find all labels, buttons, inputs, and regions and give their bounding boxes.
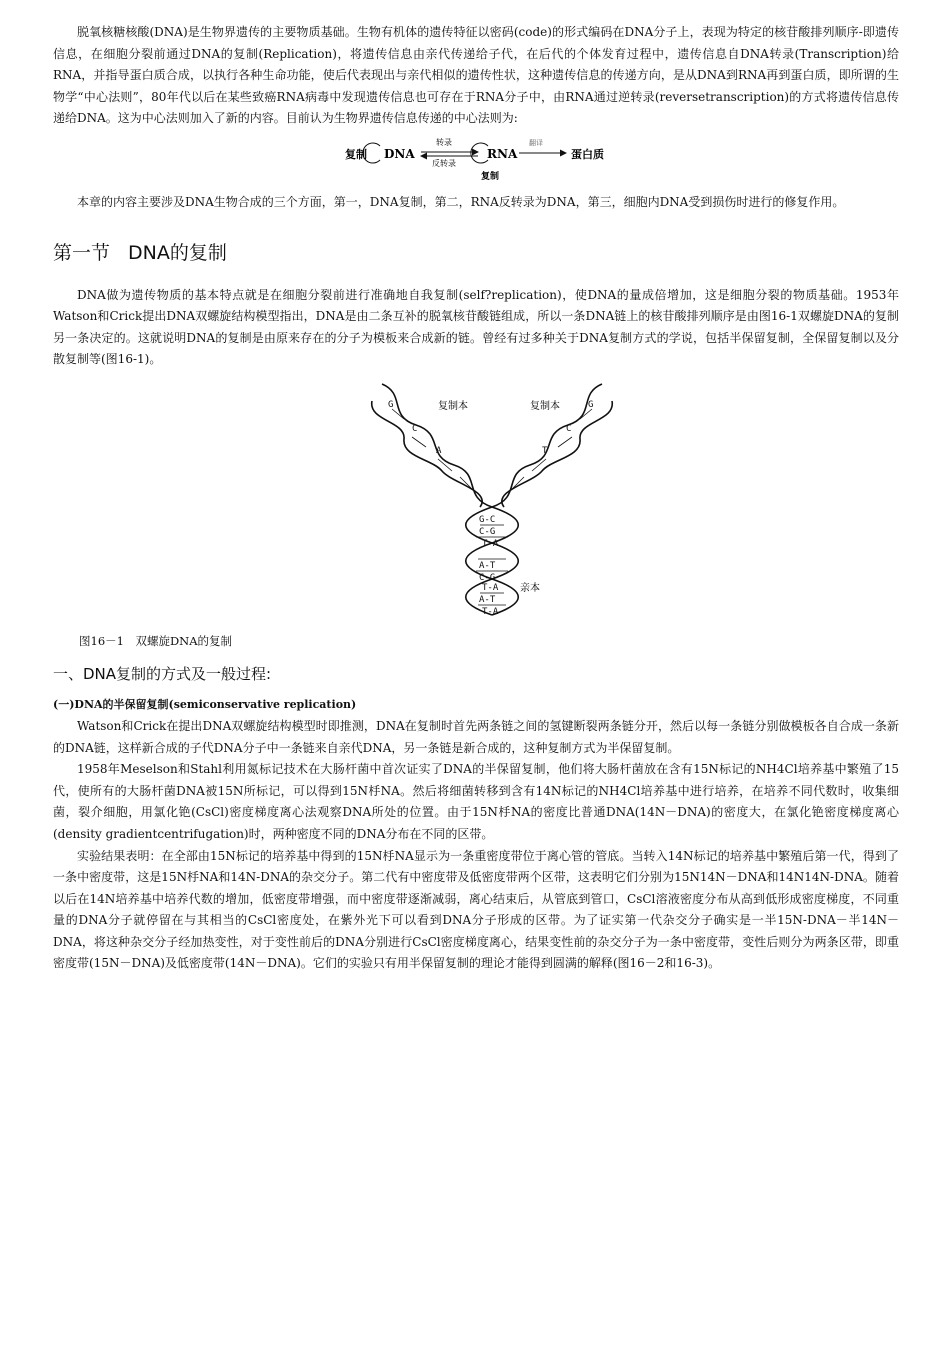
figure-caption: 图16－1 双螺旋DNA的复制 (79, 633, 233, 648)
subsection-paragraph-1: Watson和Crick在提出DNA双螺旋结构模型时即推测，DNA在复制时首先两条链之间的氢键断裂两条链分开，然后以每一条链分别做模板各自合成一条新的DNA链，这样新合成的子代DNA分子中一条链来自亲代DNA，另一条链是新合成的，这种复制方式为半保留复制。 (53, 718, 899, 755)
stem-base-pair-7: A-T (479, 594, 496, 605)
right-copy-label: 复制本 (530, 400, 560, 412)
right-arm-strand-b (502, 401, 613, 507)
dogma-translation-label: 翻译 (529, 138, 543, 147)
intro-paragraph-1: 脱氧核糖核酸(DNA)是生物界遗传的主要物质基础。生物有机体的遗传特征以密码(code)的形式编码在DNA分子上，表现为特定的核苷酸排列顺序-即遗传信息，在细胞分裂前通过DNA的复制(Replication)，将遗传信息由亲代传递给子代，在后代的个体发育过程中，遗传信息自DNA转录(Transcription)给RNA，并指导蛋白质合成，以执行各种生命功能，使后代表现出与亲代相似的遗传性状，这种遗传信息的传递方向，是从DNA到RNA再到蛋白质，即所谓的生物学“中心法则”，80年代以后在某些致癌RNA病毒中发现遗传信息也可存在于RNA分子中，由RNA通过逆转录(reversetranscription)的方式将遗传信息传递给DNA。这为中心法则加入了新的内容。目前认为生物界遗传信息传递的中心法则为: (53, 25, 899, 126)
dogma-protein-label: 蛋白质 (571, 147, 604, 161)
subsection-paragraph-2: 1958年Meselson和Stahl利用氮标记技术在大肠杆菌中首次证实了DNA的半保留复制，他们将大肠杆菌放在含有15N标记的NH4Cl培养基中繁殖了15代，使所有的大肠杆菌DNA被15N所标记，可以得到15N杽NA。然后将细菌转移到含有14N标记的NH4Cl培养基中进行培养，在培养不同代数时，收集细菌，裂介细胞，用氯化铯(CsCl)密度梯度离心法观察DNA所处的位置。由于15N杽NA的密度比普通DNA(14N－DNA)的密度大，在氯化铯密度梯度离心(density gradientcentrifugation)时，两种密度不同的DNA分布在不同的区带。 (53, 762, 899, 841)
top-base-3: A (436, 445, 442, 456)
stem-base-pair-6: T-A (482, 582, 499, 593)
dogma-dna-label: DNA (384, 146, 415, 161)
dogma-reverse-transcription-label: 反转录 (432, 158, 456, 168)
section-number: 第一节 (53, 241, 111, 264)
intro-paragraph-2: 本章的内容主要涉及DNA生物合成的三个方面，第一，DNA复制，第二，RNA反转录为DNA，第三，细胞内DNA受到损伤时进行的修复作用。 (77, 194, 845, 209)
subsection-heading: 一、DNA复制的方式及一般过程: (53, 664, 272, 683)
top-base-1: G (388, 399, 394, 410)
section-heading (53, 238, 899, 265)
stem-base-pair-8: T-A (482, 606, 499, 617)
central-dogma-diagram (53, 132, 899, 186)
dogma-replication-bottom-label: 复制 (481, 171, 500, 182)
rna-self-loop-arrow (471, 143, 488, 163)
section-paragraph-1: DNA做为遗传物质的基本特点就是在细胞分裂前进行准确地自我复制(self?replication)，使DNA的量成倍增加，这是细胞分裂的物质基础。1953年Watson和Crick提出DNA双螺旋结构模型指出，DNA是由二条互补的脱氧核苷酸链组成，所以一条DNA链上的核苷酸排列顺序是由图16-1双螺旋DNA的复制另一条决定的。这就说明DNA的复制是由原来存在的分子为模板来合成新的链。曾经有过多种关于DNA复制方式的学说，包括半保留复制，全保留复制以及分散复制等(图16-1)。 (53, 287, 899, 367)
document-page (53, 22, 899, 975)
stem-base-pair-1: G-C (479, 514, 496, 525)
top-base-2: C (412, 423, 418, 434)
top-base-4: T (542, 445, 548, 456)
central-dogma-svg (53, 132, 899, 186)
minor-heading: (一)DNA的半保留复制(semiconservative replication) (53, 697, 357, 711)
dogma-rna-label: RNA (487, 146, 518, 161)
top-base-5: C (566, 423, 572, 434)
left-arm-strand-b (372, 401, 483, 507)
stem-base-pair-4: A-T (479, 560, 496, 571)
dogma-replication-left-label: 复制 (345, 147, 367, 161)
stem-base-pair-2: C-G (479, 526, 496, 537)
parent-label: 亲本 (520, 582, 540, 594)
left-copy-label: 复制本 (438, 400, 468, 412)
top-base-6: G (588, 399, 594, 410)
section-title: DNA的复制 (128, 241, 227, 264)
stem-base-pair-5: C-G (479, 572, 496, 583)
stem-base-pair-3: T-A (482, 538, 499, 549)
figure-16-1 (53, 379, 899, 619)
replication-fork-illustration (342, 379, 672, 619)
dogma-transcription-label: 转录 (436, 137, 452, 147)
subsection-paragraph-3: 实验结果表明：在全部由15N标记的培养基中得到的15N杽NA显示为一条重密度带位于离心管的管底。当转入14N标记的培养基中繁殖后第一代，得到了一条中密度带，这是15N杽NA和14N-DNA的杂交分子。第二代有中密度带及低密度带两个区带，这表明它们分别为15N14N－DNA和14N14N-DNA。随着以后在14N培养基中培养代数的增加，低密度带增强，而中密度带逐渐减弱，离心结束后，从管底到管口，CsCl溶液密度分布从高到低形成密度梯度，不同重量的DNA分子就停留在与其相当的CsCl密度处，在紫外光下可以看到DNA分子形成的区带。为了证实第一代杂交分子确实是一半15N-DNA－半14N－DNA，将这种杂交分子经加热变性，对于变性前后的DNA分别进行CsCl密度梯度离心，结果变性前的杂交分子为一条中密度带，变性后则分为两条区带，即重密度带(15N－DNA)及低密度带(14N－DNA)。它们的实验只有用半保留复制的理论才能得到圆满的解释(图16－2和16-3)。 (53, 848, 899, 971)
